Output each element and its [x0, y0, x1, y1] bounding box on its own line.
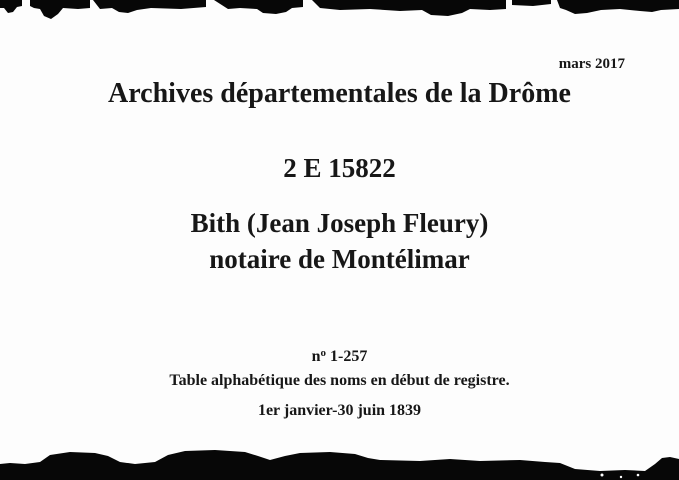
register-period: 1er janvier-30 juin 1839 — [257, 402, 422, 419]
register-number-prefix: n — [311, 348, 321, 365]
notary-block — [0, 205, 679, 277]
notary-role: notaire de Montélimar — [209, 244, 470, 274]
register-number-range: 1-257 — [326, 348, 368, 365]
top-scan-artifact-band — [0, 0, 679, 22]
bottom-scan-artifact-band — [0, 450, 679, 480]
notary-name: Bith (Jean Joseph Fleury) — [190, 208, 489, 238]
call-number: 2 E 15822 — [283, 153, 396, 183]
archive-title: Archives départementales de la Drôme — [108, 78, 571, 109]
register-number — [0, 343, 679, 367]
register-description: Table alphabétique des noms en début de registre. — [169, 372, 510, 389]
register-number-superscript: o — [320, 347, 327, 359]
date-note: mars 2017 — [558, 56, 625, 72]
